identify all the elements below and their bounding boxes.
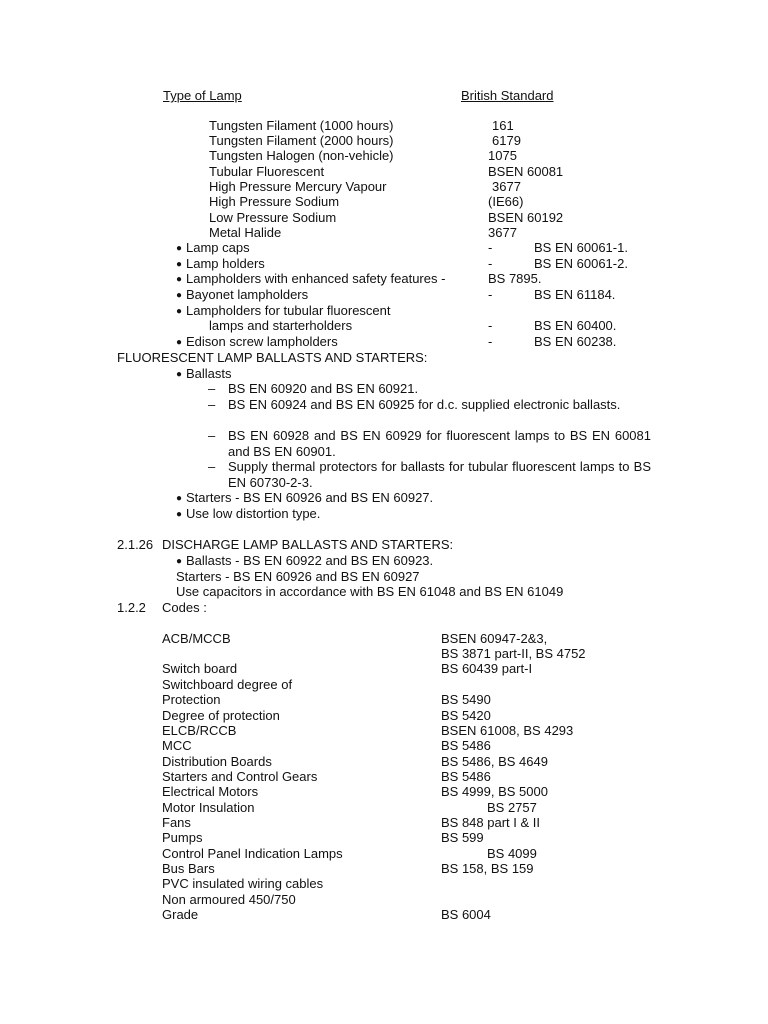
bullet-dash: - [488,334,493,349]
code-item: MCC [162,738,192,753]
bullet-label: Bayonet lampholders [186,287,309,302]
bullet-label: Lamp caps [186,240,250,255]
dash-icon: – [208,397,216,412]
code-standard: BS 6004 [441,907,491,922]
codes-number: 1.2.2 [117,600,146,615]
code-item: Protection [162,692,221,707]
code-item: Non armoured 450/750 [162,892,296,907]
dash-icon: – [208,381,216,396]
bullet-standard: BS EN 60061-2. [534,256,628,271]
ballasts-label: Ballasts [186,366,232,381]
bullet-standard: BS EN 60061-1. [534,240,628,255]
code-standard: BS 599 [441,830,484,845]
code-standard: BS 2757 [487,800,537,815]
code-standard: BS 5490 [441,692,491,707]
header-type-of-lamp: Type of Lamp [163,88,242,103]
starters-line: Starters - BS EN 60926 and BS EN 60927. [186,490,434,505]
code-item: PVC insulated wiring cables [162,876,324,891]
lamp-standard: 6179 [492,133,521,148]
ballast-item: BS EN 60928 and BS EN 60929 for fluorescent lamps to BS EN 60081 and BS EN 60901. [228,428,651,459]
bullet-icon: ● [176,259,183,270]
lamp-name: High Pressure Mercury Vapour [209,179,387,194]
discharge-starters: Starters - BS EN 60926 and BS EN 60927 [176,569,420,584]
code-item: Motor Insulation [162,800,255,815]
discharge-number: 2.1.26 [117,537,154,552]
header-british-standard: British Standard [461,88,554,103]
lamp-standard: (IE66) [488,194,524,209]
code-item: Starters and Control Gears [162,769,318,784]
ballast-item: BS EN 60920 and BS EN 60921. [228,381,419,396]
code-item: Electrical Motors [162,784,259,799]
code-standard: BS 4099 [487,846,537,861]
bullet-icon: ● [176,274,183,285]
codes-heading: Codes : [162,600,207,615]
code-standard: BS 5486 [441,738,491,753]
code-item: ACB/MCCB [162,631,231,646]
code-item: Bus Bars [162,861,215,876]
bullet-label-continued: lamps and starterholders [209,318,353,333]
bullet-standard: BS EN 61184. [534,287,616,302]
bullet-label: Lampholders with enhanced safety features - [186,271,446,286]
lamp-name: Low Pressure Sodium [209,210,337,225]
code-item: ELCB/RCCB [162,723,237,738]
fluorescent-heading: FLUORESCENT LAMP BALLASTS AND STARTERS: [117,350,428,365]
bullet-label: Lampholders for tubular fluorescent [186,303,391,318]
bullet-icon: ● [176,243,183,254]
lamp-name: Tungsten Filament (1000 hours) [209,118,394,133]
lamp-standard: 3677 [492,179,521,194]
code-standard: BS 848 part I & II [441,815,540,830]
code-standard: BS 60439 part-I [441,661,533,676]
lamp-name: Metal Halide [209,225,282,240]
bullet-standard: BS EN 60400. [534,318,617,333]
bullet-label: Lamp holders [186,256,265,271]
code-standard: BSEN 61008, BS 4293 [441,723,574,738]
bullet-dash: - [488,256,493,271]
bullet-standard: BS EN 60238. [534,334,617,349]
dash-icon: – [208,459,216,474]
code-standard: BS 5420 [441,708,491,723]
bullet-icon: ● [176,509,183,520]
code-standard: BSEN 60947-2&3, [441,631,548,646]
bullet-dash: - [488,240,493,255]
bullet-icon: ● [176,337,183,348]
ballast-item: BS EN 60924 and BS EN 60925 for d.c. supplied electronic ballasts. [228,397,621,412]
bullet-label: Edison screw lampholders [186,334,338,349]
code-item: Switchboard degree of [162,677,293,692]
lamp-standard: 161 [492,118,514,133]
bullet-icon: ● [176,369,183,380]
bullet-dash: - [488,287,493,302]
discharge-capacitors: Use capacitors in accordance with BS EN 61048 and BS EN 61049 [176,584,564,599]
bullet-standard: BS 7895. [488,271,542,286]
bullet-icon: ● [176,556,183,567]
lamp-name: Tungsten Filament (2000 hours) [209,133,394,148]
code-item: Fans [162,815,191,830]
code-item: Grade [162,907,199,922]
bullet-icon: ● [176,290,183,301]
lamp-name: Tubular Fluorescent [209,164,325,179]
bullet-icon: ● [176,306,183,317]
lamp-standard: BSEN 60192 [488,210,564,225]
lamp-standard: 3677 [488,225,517,240]
code-item: Degree of protection [162,708,280,723]
code-item: Pumps [162,830,203,845]
lamp-name: High Pressure Sodium [209,194,340,209]
lamp-name: Tungsten Halogen (non-vehicle) [209,148,394,163]
code-standard: BS 5486, BS 4649 [441,754,548,769]
code-standard: BS 4999, BS 5000 [441,784,548,799]
code-standard: BS 5486 [441,769,491,784]
code-standard: BS 3871 part-II, BS 4752 [441,646,586,661]
discharge-heading: DISCHARGE LAMP BALLASTS AND STARTERS: [162,537,454,552]
code-item: Distribution Boards [162,754,272,769]
bullet-icon: ● [176,493,183,504]
code-item: Switch board [162,661,238,676]
lamp-standard: 1075 [488,148,517,163]
discharge-ballasts: Ballasts - BS EN 60922 and BS EN 60923. [186,553,434,568]
code-standard: BS 158, BS 159 [441,861,534,876]
ballast-item: Supply thermal protectors for ballasts for tubular fluorescent lamps to BS EN 60730-2-3. [228,459,651,490]
bullet-dash: - [488,318,493,333]
dash-icon: – [208,428,216,443]
code-item: Control Panel Indication Lamps [162,846,343,861]
low-distortion-line: Use low distortion type. [186,506,321,521]
lamp-standard: BSEN 60081 [488,164,564,179]
